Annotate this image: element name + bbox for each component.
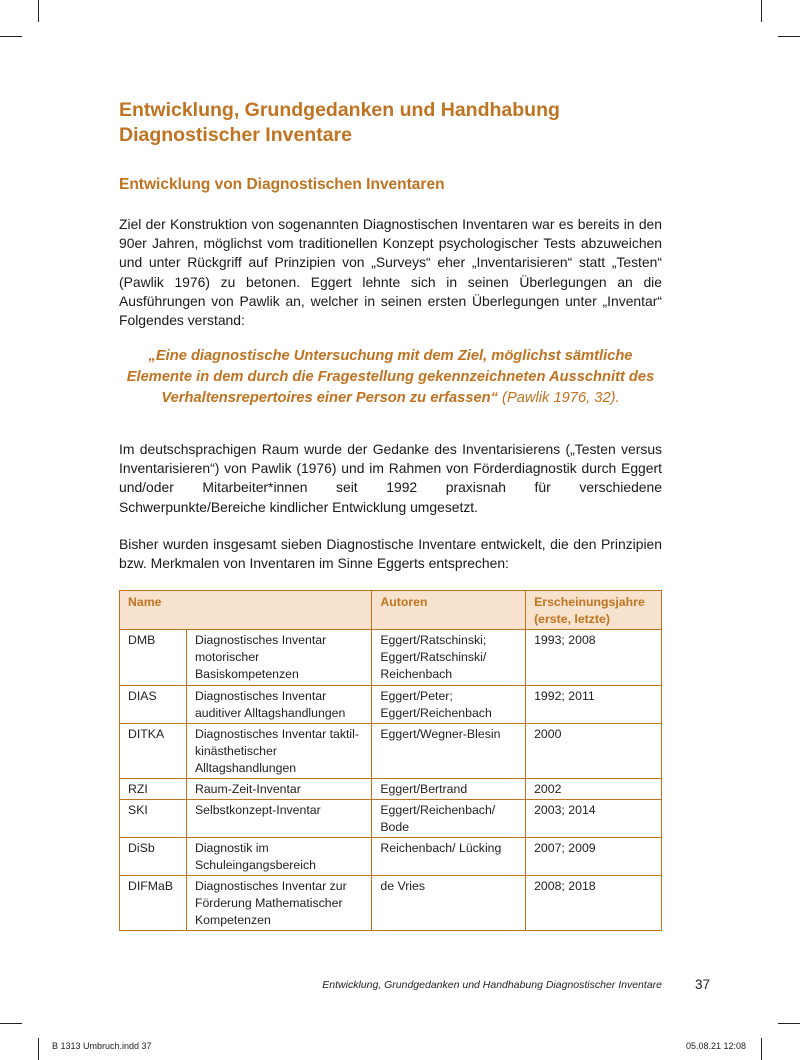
cell-abbreviation: DIFMaB [120, 876, 187, 931]
cell-years: 2002 [526, 779, 662, 800]
cell-years: 2007; 2009 [526, 838, 662, 876]
block-quote [119, 346, 662, 410]
slug-file-info: B 1313 Umbruch.indd 37 [52, 1041, 152, 1051]
quote-citation: (Pawlik 1976, 32). [497, 390, 620, 407]
page-title-line-1: Entwicklung, Grundgedanken und Handhabung [119, 99, 560, 121]
table-row [120, 724, 662, 779]
cell-abbreviation: DITKA [120, 724, 187, 779]
header-years: Erscheinungsjahre (erste, letzte) [526, 591, 662, 630]
table-row [120, 838, 662, 876]
cell-abbreviation: DIAS [120, 686, 187, 724]
crop-mark [761, 0, 762, 22]
cell-authors: Eggert/Reichenbach/ Bode [372, 800, 526, 838]
crop-mark [0, 1023, 22, 1024]
cell-abbreviation: DMB [120, 630, 187, 686]
crop-mark [778, 36, 800, 37]
running-footer-title: Entwicklung, Grundgedanken und Handhabung Diagnostischer Inventare [322, 979, 662, 991]
intro-paragraph: Ziel der Konstruktion von sogenannten Diagnostischen Inventaren war es bereits in den 90er Jahren, möglichst vom traditionellen Konzept psychologischer Tests abzuweichen und unter Rückgriff auf Prinzipien von „Surveys“ eher „Inventarisieren“ statt „Testen“ (Pawlik 1976) zu betonen. Eggert lehnte sich in seinen Überlegungen an die Ausführungen von Pawlik an, welcher in seinen ersten Überlegungen unter „Inventar“ Folgendes verstand: [119, 216, 662, 329]
cell-years: 2008; 2018 [526, 876, 662, 931]
crop-mark [0, 36, 22, 37]
cell-title: Raum-Zeit-Inventar [186, 779, 371, 800]
table-header-row [120, 591, 662, 630]
quote-text: „Eine diagnostische Untersuchung mit dem Ziel, möglichst sämtliche Elemente in dem durch die Fragestellung gekennzeichneten Ausschnitt des Verhaltensrepertoires einer Person zu erfassen“ [126, 348, 655, 407]
table-row [120, 876, 662, 931]
table-row [120, 630, 662, 686]
cell-authors: Eggert/Peter; Eggert/Reichenbach [372, 686, 526, 724]
cell-years: 1992; 2011 [526, 686, 662, 724]
inventory-table [119, 590, 662, 931]
cell-title: Diagnostisches Inventar auditiver Alltagshandlungen [186, 686, 371, 724]
cell-years: 1993; 2008 [526, 630, 662, 686]
page-number: 37 [695, 977, 711, 992]
header-authors: Autoren [372, 591, 526, 630]
table-row [120, 800, 662, 838]
cell-authors: Eggert/Bertrand [372, 779, 526, 800]
crop-mark [38, 1038, 39, 1060]
crop-mark [761, 1038, 762, 1060]
table-row [120, 779, 662, 800]
section-heading: Entwicklung von Diagnostischen Inventaren [119, 176, 445, 193]
cell-authors: Reichenbach/ Lücking [372, 838, 526, 876]
cell-title: Diagnostisches Inventar motorischer Basiskompetenzen [186, 630, 371, 686]
table-row [120, 686, 662, 724]
cell-abbreviation: RZI [120, 779, 187, 800]
header-name: Name [120, 591, 372, 630]
page-title [119, 98, 679, 148]
cell-authors: Eggert/Wegner-Blesin [372, 724, 526, 779]
page-title-line-2: Diagnostischer Inventare [119, 124, 352, 146]
cell-title: Diagnostisches Inventar zur Förderung Mathematischer Kompetenzen [186, 876, 371, 931]
cell-title: Diagnostik im Schuleingangsbereich [186, 838, 371, 876]
cell-years: 2003; 2014 [526, 800, 662, 838]
cell-title: Diagnostisches Inventar taktil-kinästhetischer Alltagshandlungen [186, 724, 371, 779]
crop-mark [778, 1023, 800, 1024]
cell-title: Selbstkonzept-Inventar [186, 800, 371, 838]
cell-years: 2000 [526, 724, 662, 779]
slug-date: 05.08.21 12:08 [686, 1041, 747, 1051]
cell-authors: Eggert/Ratschinski; Eggert/Ratschinski/ Reichenbach [372, 630, 526, 686]
cell-abbreviation: DiSb [120, 838, 187, 876]
crop-mark [38, 0, 39, 22]
cell-authors: de Vries [372, 876, 526, 931]
summary-paragraph: Bisher wurden insgesamt sieben Diagnostische Inventare entwickelt, die den Prinzipien bzw. Merkmalen von Inventaren im Sinne Eggerts entsprechen: [119, 536, 662, 572]
cell-abbreviation: SKI [120, 800, 187, 838]
context-paragraph: Im deutschsprachigen Raum wurde der Gedanke des Inventarisierens („Testen versus Inventarisieren“) von Pawlik (1976) und im Rahmen von Förderdiagnostik durch Eggert und/oder Mitarbeiter*innen seit 1992 praxisnah für verschiedene Schwerpunkte/Bereiche kindlicher Entwicklung umgesetzt. [119, 441, 662, 515]
